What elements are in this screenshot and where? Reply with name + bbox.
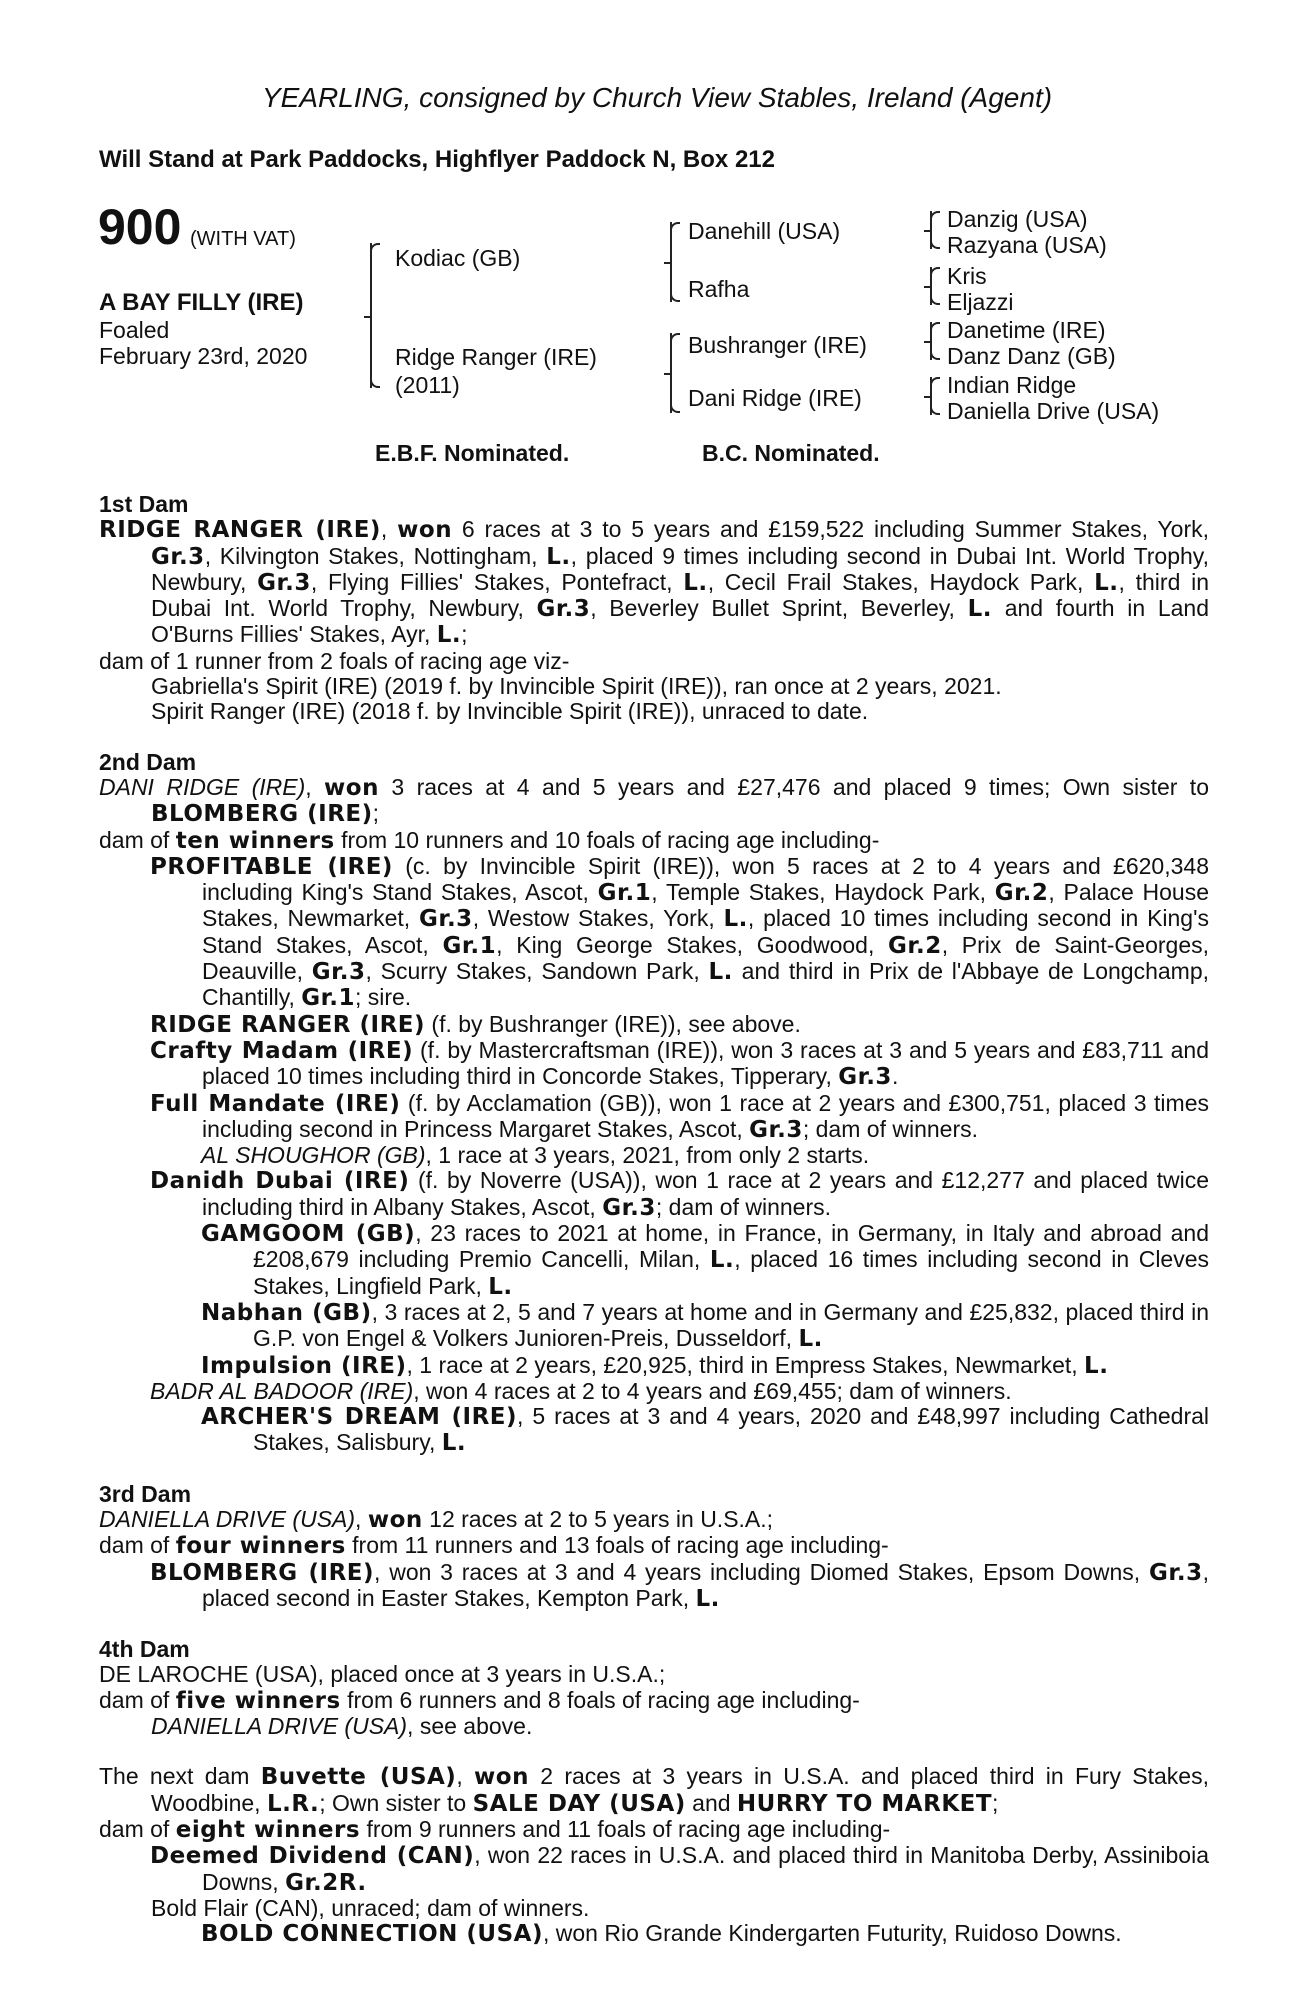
pedigree-sds: Kris bbox=[947, 263, 987, 289]
pedigree-sdd: Eljazzi bbox=[947, 289, 1014, 315]
pedigree-dds: Indian Ridge bbox=[947, 372, 1077, 398]
second-dam-record: DANI RIDGE (IRE), won 3 races at 4 and 5 years and £27,476 and placed 9 times; Own sister to BLOMBERG (IRE); bbox=[99, 773, 1209, 828]
progeny-blomberg: BLOMBERG (IRE), won 3 races at 3 and 4 years including Diomed Stakes, Epsom Downs, Gr.3, placed second in Easter Stakes, Kempton Park, L. bbox=[150, 1558, 1210, 1612]
pedigree-brace-g3-4 bbox=[930, 377, 932, 415]
pedigree-sire: Kodiac (GB) bbox=[395, 245, 521, 271]
second-dam-heading: 2nd Dam bbox=[99, 748, 197, 775]
lot-number: 900 bbox=[98, 199, 182, 255]
pedigree-brace-1 bbox=[370, 243, 372, 388]
next-dam-record: The next dam Buvette (USA), won 2 races at 3 years in U.S.A. and placed third in Fury Stakes, Woodbine, L.R.; Own sister to SALE DAY (USA) and HURRY TO MARKET; bbox=[99, 1763, 1209, 1817]
bc-nominated: B.C. Nominated. bbox=[702, 440, 880, 466]
ebf-nominated: E.B.F. Nominated. bbox=[375, 440, 570, 466]
fourth-dam-produce: dam of five winners from 6 runners and 8 foals of racing age including- bbox=[99, 1686, 860, 1714]
next-dam-produce: dam of eight winners from 9 runners and 11 foals of racing age including- bbox=[99, 1815, 891, 1843]
pedigree-dam: Ridge Ranger (IRE) bbox=[395, 344, 597, 370]
progeny-danidh-dubai: Danidh Dubai (IRE) (f. by Noverre (USA)), won 1 race at 2 years and £12,277 and placed twice including third in Albany Stakes, Ascot, Gr.3; dam of winners. bbox=[150, 1167, 1209, 1221]
vat-label: (WITH VAT) bbox=[190, 228, 296, 250]
foaled-date: February 23rd, 2020 bbox=[99, 343, 308, 369]
first-dam-produce: dam of 1 runner from 2 foals of racing age viz- bbox=[99, 647, 570, 674]
pedigree-sire-dam: Rafha bbox=[688, 276, 750, 302]
pedigree-brace-g3-1 bbox=[930, 211, 932, 249]
grandprogeny-impulsion: Impulsion (IRE), 1 race at 2 years, £20,925, third in Empress Stakes, Newmarket, L. bbox=[201, 1351, 1109, 1379]
lot-name: A BAY FILLY (IRE) bbox=[99, 289, 304, 316]
catalogue-body bbox=[99, 492, 1209, 1947]
pedigree-dam-sire: Bushranger (IRE) bbox=[688, 332, 867, 358]
progeny-deemed-dividend: Deemed Dividend (CAN), won 22 races in U.S.A. and placed third in Manitoba Derby, Assiniboia Downs, Gr.2R. bbox=[150, 1842, 1210, 1896]
first-dam-progeny-2: Spirit Ranger (IRE) (2018 f. by Invincible Spirit (IRE)), unraced to date. bbox=[151, 698, 869, 725]
first-dam-record: RIDGE RANGER (IRE), won 6 races at 3 to 5 years and £159,522 including Summer Stakes, York, Gr.3, Kilvington Stakes, Nottingham, L., placed 9 times including second in Dubai Int. World Trophy, Newbury, Gr.3, Flying Fillies' Stakes, Pontefract, L., Cecil Frail Stakes, Haydock Park, L., third in Dubai Int. World Trophy, Newbury, Gr.3, Beverley Bullet Sprint, Beverley, L. and fourth in Land O'Burns Fillies' Stakes, Ayr, L.; bbox=[99, 516, 1210, 649]
first-dam-progeny-1: Gabriella's Spirit (IRE) (2019 f. by Invincible Spirit (IRE)), ran once at 2 years, 2021. bbox=[151, 673, 1002, 700]
pedigree-ddd: Daniella Drive (USA) bbox=[947, 398, 1160, 424]
pedigree-brace-g3-2 bbox=[930, 267, 932, 305]
progeny-full-mandate: Full Mandate (IRE) (f. by Acclamation (GB)), won 1 race at 2 years and £300,751, placed 3 times including second in Princess Margaret Stakes, Ascot, Gr.3; dam of winners. bbox=[150, 1089, 1209, 1143]
progeny-ridge-ranger: RIDGE RANGER (IRE) (f. by Bushranger (IRE)), see above. bbox=[150, 1010, 801, 1038]
pedigree-dam-dam: Dani Ridge (IRE) bbox=[688, 385, 862, 411]
progeny-crafty-madam: Crafty Madam (IRE) (f. by Mastercraftsman (IRE)), won 3 races at 3 and 5 years and £83,711 and placed 10 times including third in Concorde Stakes, Tipperary, Gr.3. bbox=[150, 1036, 1209, 1091]
grandprogeny-nabhan: Nabhan (GB), 3 races at 2, 5 and 7 years at home and in Germany and £25,832, placed third in G.P. von Engel & Volkers Junioren-Preis, Dusseldorf, L. bbox=[201, 1298, 1209, 1353]
grandprogeny-archers-dream: ARCHER'S DREAM (IRE), 5 races at 3 and 4 years, 2020 and £48,997 including Cathedral Stakes, Salisbury, L. bbox=[201, 1403, 1210, 1457]
pedigree-dsd: Danz Danz (GB) bbox=[947, 343, 1116, 369]
grandprogeny-bold-connection: BOLD CONNECTION (USA), won Rio Grande Kindergarten Futurity, Ruidoso Downs. bbox=[201, 1920, 1122, 1948]
progeny-bold-flair: Bold Flair (CAN), unraced; dam of winners. bbox=[151, 1894, 590, 1921]
progeny-daniella-drive: DANIELLA DRIVE (USA), see above. bbox=[151, 1713, 533, 1740]
third-dam-record: DANIELLA DRIVE (USA), won 12 races at 2 to 5 years in U.S.A.; bbox=[99, 1505, 774, 1533]
pedigree-dss: Danetime (IRE) bbox=[947, 317, 1106, 343]
first-dam-heading: 1st Dam bbox=[99, 491, 189, 517]
pedigree-ssd: Razyana (USA) bbox=[947, 232, 1107, 258]
pedigree-dam-year: (2011) bbox=[395, 372, 460, 398]
fourth-dam-heading: 4th Dam bbox=[99, 1636, 190, 1663]
grandprogeny-gamgoom: GAMGOOM (GB), 23 races to 2021 at home, in France, in Germany, in Italy and abroad and £208,679 including Premio Cancelli, Milan, L., placed 16 times including second in Cleves Stakes, Lingfield Park, L. bbox=[201, 1220, 1210, 1300]
pedigree-brace-dam bbox=[670, 333, 672, 413]
pedigree-sss: Danzig (USA) bbox=[947, 206, 1088, 232]
stand-location: Will Stand at Park Paddocks, Highflyer Paddock N, Box 212 bbox=[99, 146, 775, 173]
pedigree-sire-sire: Danehill (USA) bbox=[688, 218, 841, 244]
progeny-badr-al-badoor: BADR AL BADOOR (IRE), won 4 races at 2 to 4 years and £69,455; dam of winners. bbox=[150, 1377, 1012, 1404]
pedigree-brace-g3-3 bbox=[930, 322, 932, 360]
second-dam-produce: dam of ten winners from 10 runners and 10 foals of racing age including- bbox=[99, 826, 880, 854]
third-dam-produce: dam of four winners from 11 runners and 13 foals of racing age including- bbox=[99, 1532, 889, 1560]
progeny-profitable: PROFITABLE (IRE) (c. by Invincible Spirit (IRE)), won 5 races at 2 to 4 years and £620,348 including King's Stand Stakes, Ascot, Gr.1, Temple Stakes, Haydock Park, Gr.2, Palace House Stakes, Newmarket, Gr.3, Westow Stakes, York, L., placed 10 times including second in King's Stand Stakes, Ascot, Gr.1, King George Stakes, Goodwood, Gr.2, Prix de Saint-Georges, Deauville, Gr.3, Scurry Stakes, Sandown Park, L. and third in Prix de l'Abbaye de Longchamp, Chantilly, Gr.1; sire. bbox=[150, 852, 1210, 1012]
pedigree-brace-sire bbox=[670, 222, 672, 302]
third-dam-heading: 3rd Dam bbox=[99, 1480, 192, 1507]
fourth-dam-record: DE LAROCHE (USA), placed once at 3 years in U.S.A.; bbox=[99, 1661, 666, 1688]
grandprogeny-al-shoughor: AL SHOUGHOR (GB), 1 race at 3 years, 2021, from only 2 starts. bbox=[201, 1142, 870, 1169]
catalogue-header: YEARLING, consigned by Church View Stables, Ireland (Agent) bbox=[261, 82, 1053, 113]
foaled-label: Foaled bbox=[99, 317, 170, 343]
